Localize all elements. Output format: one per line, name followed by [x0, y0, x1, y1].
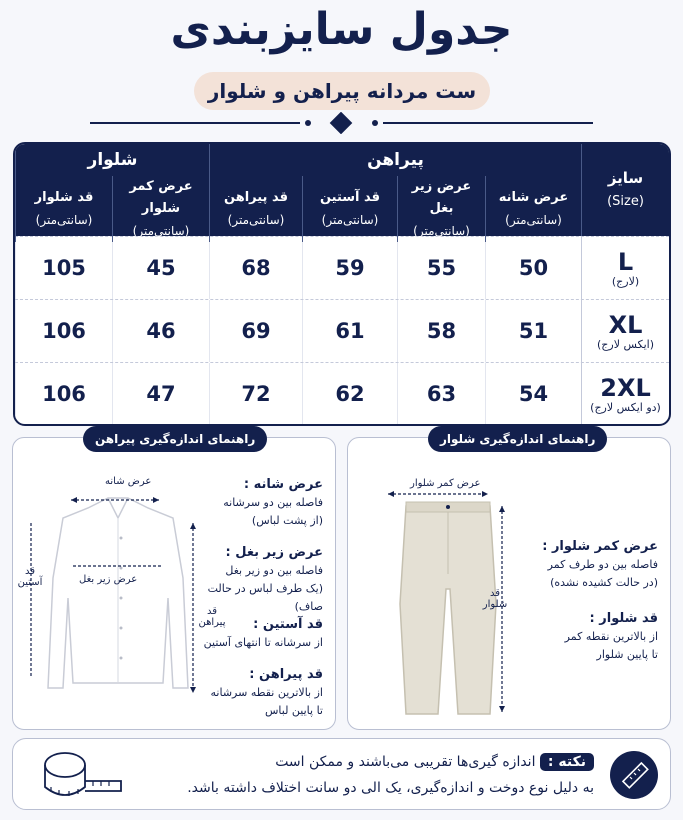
table-row [15, 236, 669, 299]
shirt-guide-item: قد آستین : از سرشانه تا انتهای آستین [203, 617, 323, 649]
table-cell: 58 [397, 300, 485, 362]
ruler-icon [610, 751, 658, 799]
subtitle: ست مردانه پیراهن و شلوار [194, 72, 490, 110]
table-cell: 61 [302, 300, 397, 362]
table-cell: 47 [112, 363, 209, 425]
pants-guide-panel [347, 432, 671, 730]
note-text: نکته : اندازه گیری‌ها تقریبی می‌باشند و ممکن است به دلیل نوع دوخت و اندازه‌گیری، یک الی دو سانت اختلاف داشته باشد. [187, 754, 594, 796]
column-header: قد آستین (سانتی‌متر) [302, 176, 397, 242]
table-cell: 45 [112, 237, 209, 299]
table-cell: 55 [397, 237, 485, 299]
table-cell: 63 [397, 363, 485, 425]
dim-chest-label: عرض زیر بغل [79, 574, 138, 585]
dim-shoulder-label: عرض شانه [105, 476, 152, 487]
column-header: قد پیراهن (سانتی‌متر) [209, 176, 302, 242]
table-cell: 106 [15, 300, 112, 362]
table-cell: 46 [112, 300, 209, 362]
table-cell: 106 [15, 363, 112, 425]
measuring-tape-icon [43, 747, 123, 803]
column-header: عرض کمر شلوار (سانتی‌متر) [112, 176, 209, 242]
dim-waist-label: عرض کمر شلوار [410, 478, 481, 489]
pants-dimension-lines [348, 478, 672, 728]
column-header: قد شلوار (سانتی‌متر) [15, 176, 112, 242]
shirt-guide-item: عرض شانه : فاصله بین دو سرشانه (از پشت لباس) [223, 477, 323, 527]
shirt-guide-title: راهنمای اندازه‌گیری پیراهن [83, 426, 267, 452]
table-cell: 105 [15, 237, 112, 299]
column-header: عرض زیر بغل (سانتی‌متر) [397, 176, 485, 242]
size-cell: 2XL (دو ایکس لارج) [581, 363, 669, 425]
dim-pants-length-label: قد شلوار [482, 588, 508, 610]
table-cell: 68 [209, 237, 302, 299]
size-column-header: سایز (Size) [581, 144, 669, 236]
table-cell: 59 [302, 237, 397, 299]
dim-sleeve-label: قد آستین [17, 566, 43, 588]
table-cell: 54 [485, 363, 581, 425]
table-cell: 72 [209, 363, 302, 425]
note-label: نکته : [540, 753, 594, 771]
table-cell: 50 [485, 237, 581, 299]
shirt-guide-panel [12, 432, 336, 730]
page-title: جدول سایزبندی [170, 4, 513, 55]
size-cell: L (لارج) [581, 237, 669, 299]
pants-guide-title: راهنمای اندازه‌گیری شلوار [428, 426, 607, 452]
size-cell: XL (ایکس لارج) [581, 300, 669, 362]
column-header: عرض شانه (سانتی‌متر) [485, 176, 581, 242]
dim-length-label: قد پیراهن [198, 606, 226, 628]
shirt-guide-item: عرض زیر بغل : فاصله بین دو زیر بغل (یک طرف لباس در حالت صاف) [207, 545, 323, 613]
table-cell: 69 [209, 300, 302, 362]
table-row [15, 362, 669, 425]
size-table [13, 142, 671, 426]
pants-guide-item: عرض کمر شلوار : فاصله بین دو طرف کمر (در حالت کشیده نشده) [542, 539, 658, 589]
table-cell: 62 [302, 363, 397, 425]
table-cell: 51 [485, 300, 581, 362]
shirt-guide-item: قد پیراهن : از بالاترین نقطه سرشانه تا پایین لباس [210, 667, 323, 717]
divider-ornament [0, 112, 683, 134]
group-pants: شلوار [15, 144, 209, 176]
pants-guide-item: قد شلوار : از بالاترین نقطه کمر تا پایین شلوار [564, 611, 658, 661]
group-shirt: پیراهن [209, 144, 581, 176]
note-box [12, 738, 671, 810]
table-group-header [15, 144, 669, 176]
table-column-header [15, 176, 669, 236]
table-row [15, 299, 669, 362]
